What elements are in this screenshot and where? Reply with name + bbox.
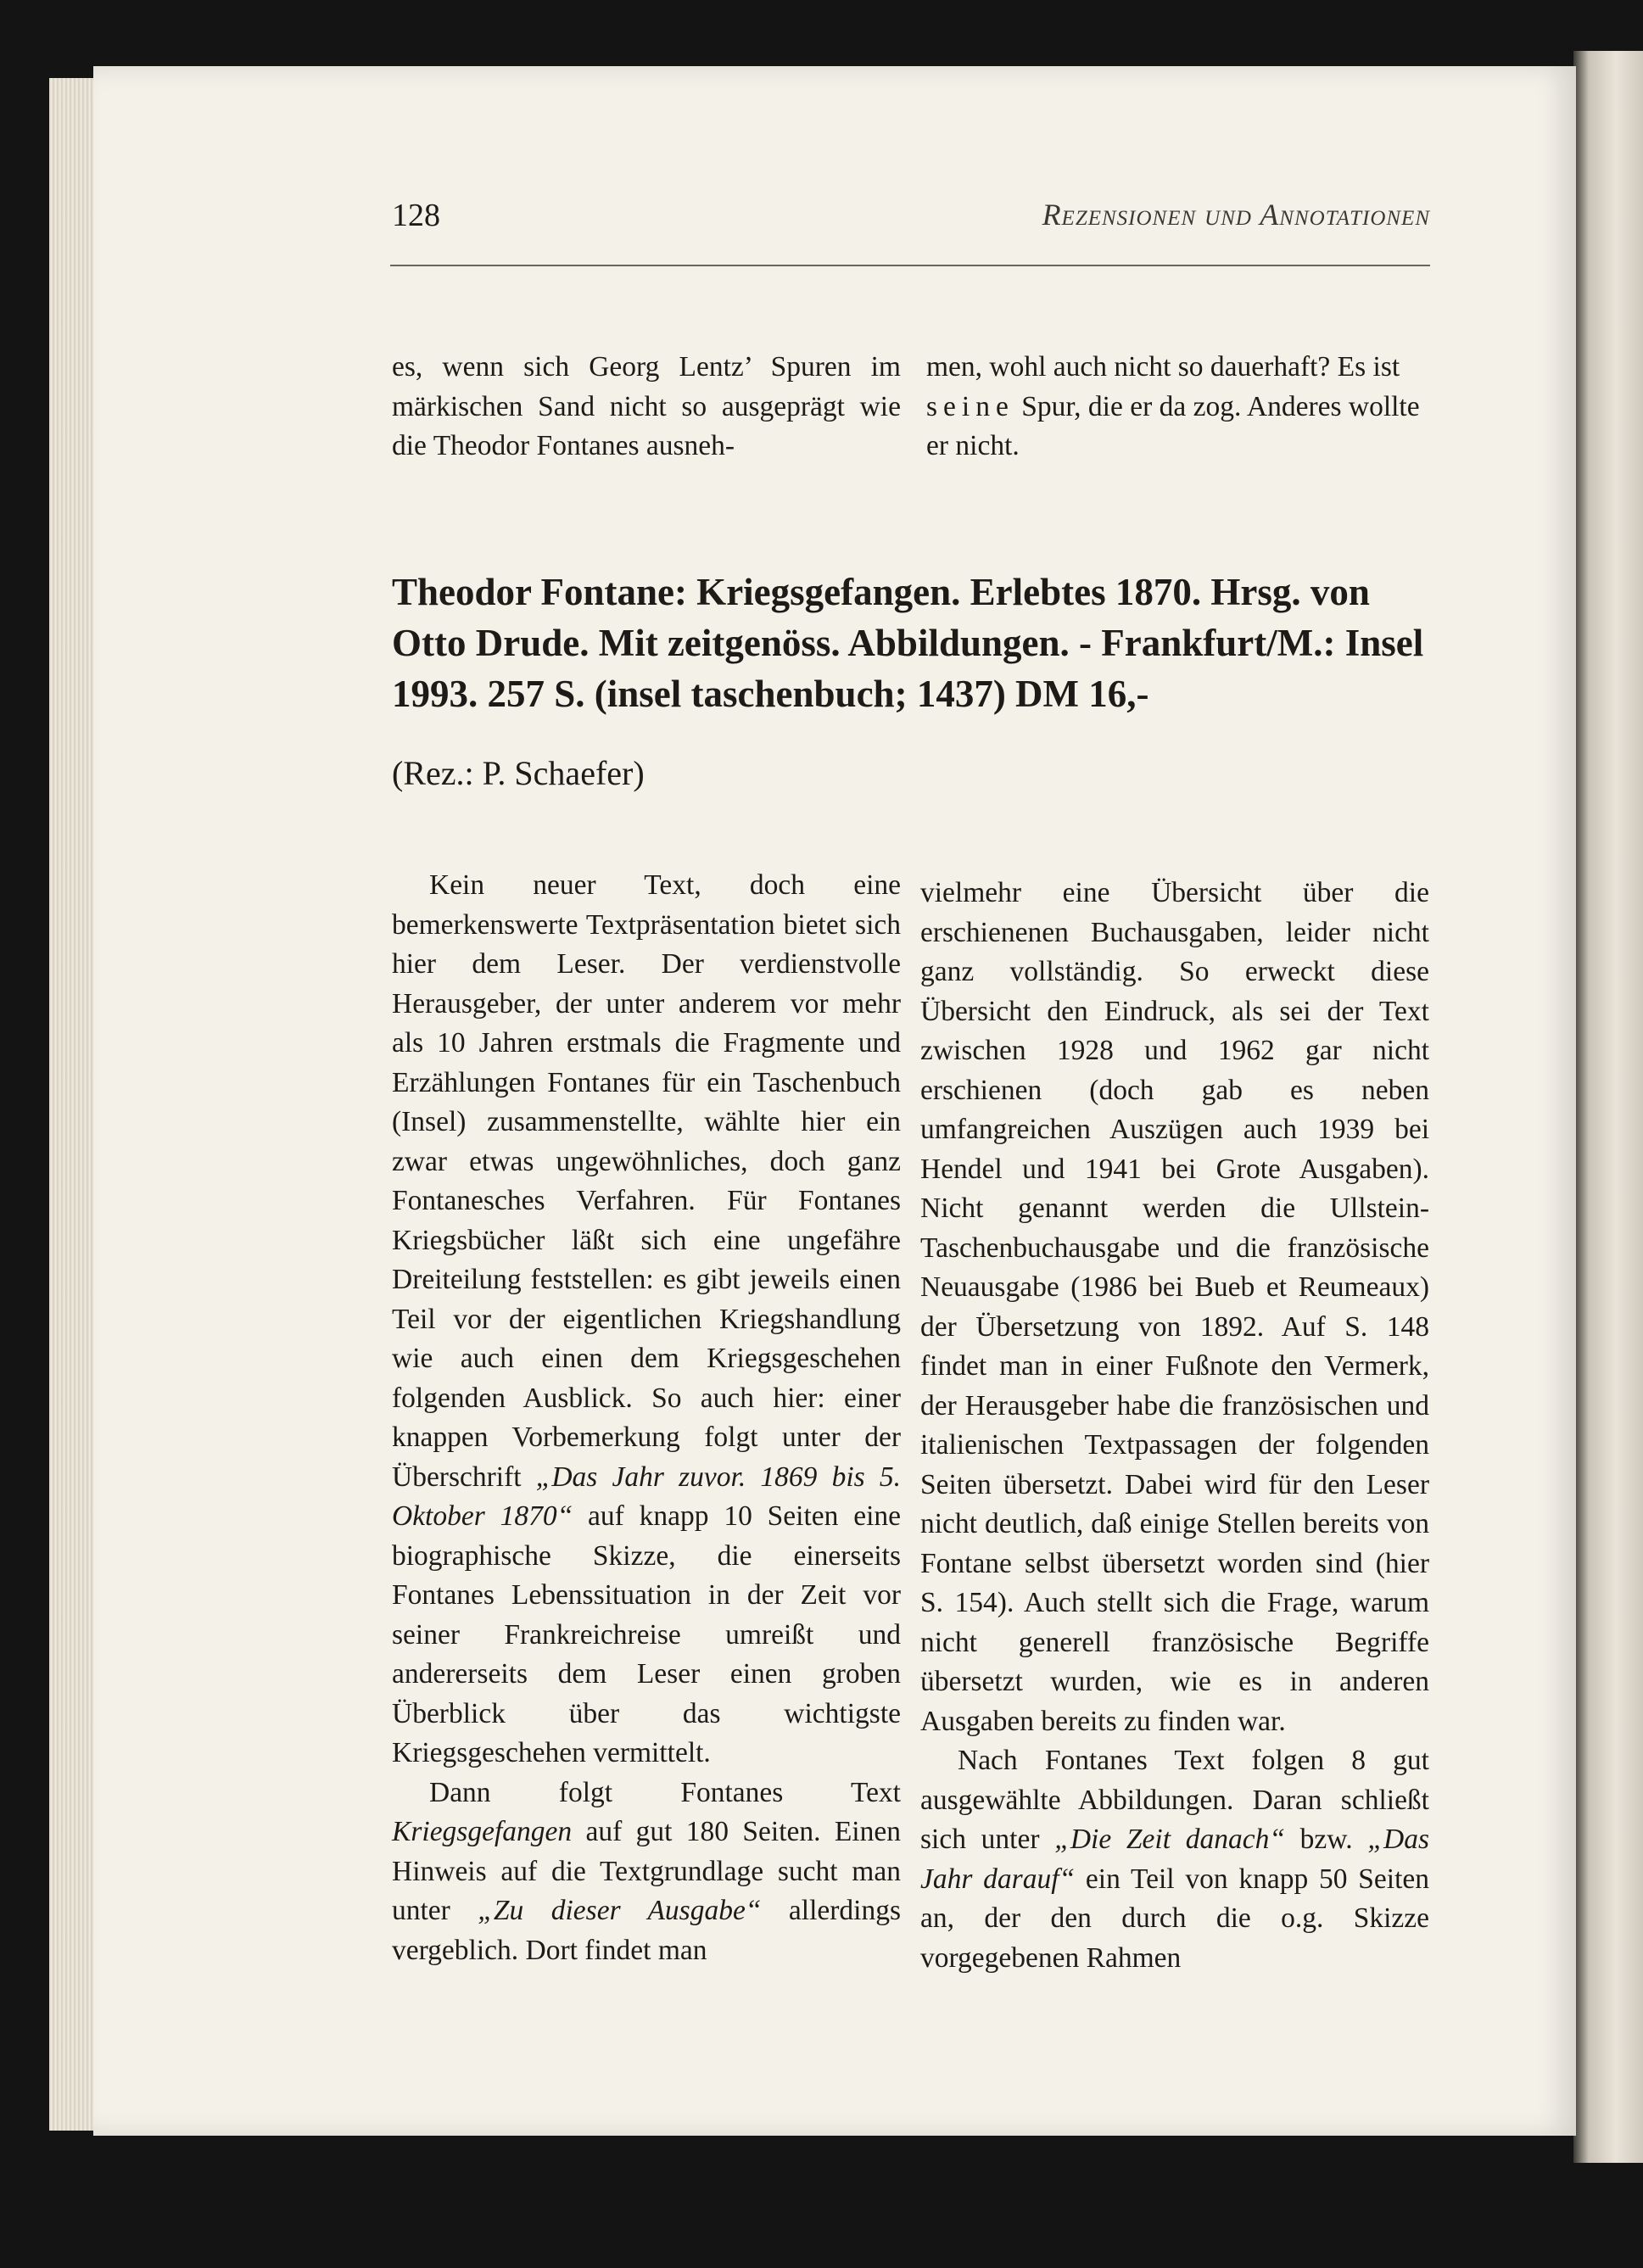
body-paragraph: vielmehr eine Übersicht über die erschienenen Buchausgaben, leider nicht ganz vollständig. So erweckt diese Übersicht den Eindruck, als sei der Text zwischen 1928 und 1962 gar nicht erschienen (doch gab es neben umfangreichen Auszügen auch 1939 bei Hendel und 1941 bei Grote Ausgaben). Nicht genannt werden die Ullstein-Taschenbuchausgabe und die französische Neuausgabe (1986 bei Bueb et Reumeaux) der Übersetzung von 1892. Auf S. 148 findet man in einer Fußnote den Vermerk, der Herausgeber habe die französischen und italienischen Textpassagen der folgenden Seiten übersetzt. Dabei wird für den Leser nicht deutlich, daß einige Stellen bereits von Fontane selbst übersetzt worden sind (hier S. 154). Auch stellt sich die Frage, warum nicht generell französische Begriffe übersetzt wurden, wie es in anderen Ausgaben bereits zu finden war. (920, 877, 1429, 1737)
review-heading: Theodor Fontane: Kriegsgefangen. Erlebtes 1870. Hrsg. von Otto Drude. Mit zeitgenöss. Abbildungen. - Frankfurt/M.: Insel 1993. 257 S. (insel taschenbuch; 1437) DM 16,- (392, 571, 1424, 715)
body-text: auf gut 180 Seiten. Einen Hinweis auf die Textgrundlage sucht man unter (392, 1816, 901, 1926)
running-header (390, 193, 1430, 244)
italic-title: „Das Jahr zuvor. 1869 bis 5. Oktober 1870“ (392, 1461, 901, 1532)
page-number: 128 (392, 198, 440, 233)
intro-text-end: Spur, die er da zog. Anderes wollte er nicht. (926, 390, 1420, 461)
italic-title: Kriegsgefangen (392, 1816, 573, 1847)
italic-title: „Zu dieser Ausgabe“ (478, 1895, 762, 1926)
intro-column-right (926, 348, 1428, 466)
reviewer-credit: (Rez.: P. Schaefer) (392, 754, 645, 792)
body-column-right (920, 874, 1429, 1978)
body-text: Kein neuer Text, doch eine bemerkenswerte Textpräsentation bietet sich hier dem Leser. Der verdienstvolle Herausgeber, der unter anderem vor mehr als 10 Jahren erstmals die Fragmente und Erzählungen Fontanes für ein Taschenbuch (Insel) zusammenstellte, wählte hier ein zwar etwas ungewöhnliches, doch ganz Fontanesches Verfahren. Für Fontanes Kriegsbücher läßt sich eine ungefähre Dreiteilung feststellen: es gibt jeweils einen Teil vor der eigentlichen Kriegshandlung wie auch einen dem Kriegsgeschehen folgenden Ausblick. So auch hier: einer knappen Vorbemerkung folgt unter der Überschrift (392, 869, 901, 1493)
body-text: ein Teil von knapp 50 Seiten an, der den durch die o.g. Skizze vorgegebenen Rahmen (920, 1863, 1430, 1974)
body-text: auf knapp 10 Seiten eine biographische Skizze, die einerseits Fontanes Lebenssituation in der Zeit vor seiner Frankreichreise umreißt und andererseits dem Leser einen groben Überblick über das wichtigste Kriegsgeschehen vermittelt. (392, 1500, 901, 1768)
section-title: Rezensionen und Annotationen (1042, 198, 1430, 232)
header-rule (390, 265, 1430, 266)
body-text: Dann folgt Fontanes Text (429, 1776, 901, 1808)
body-paragraph (920, 1741, 1429, 1978)
intro-column-left (392, 348, 901, 466)
book-page-edges (49, 78, 100, 2131)
intro-paragraph-right (926, 348, 1428, 466)
book-spine-edge (1573, 51, 1643, 2163)
intro-paragraph-left: es, wenn sich Georg Lentz’ Spuren im märkischen Sand nicht so ausgeprägt wie die Theodor Fontanes ausneh- (392, 351, 901, 461)
body-paragraph (392, 866, 901, 1774)
intro-text: men, wohl auch nicht so dauerhaft? Es ist (926, 351, 1400, 383)
body-column-left (392, 866, 901, 1970)
intro-emphasis: seine (926, 390, 1014, 422)
body-text: Nach Fontanes Text folgen 8 gut ausgewählte Abbildungen. Daran schließt sich unter (920, 1745, 1429, 1855)
body-paragraph (392, 1774, 901, 1971)
italic-title: „Die Zeit danach“ (1054, 1824, 1285, 1855)
body-text: bzw. (1284, 1824, 1368, 1855)
body-text: allerdings vergeblich. Dort findet man (392, 1895, 901, 1966)
italic-title: „Das Jahr darauf“ (920, 1824, 1430, 1895)
